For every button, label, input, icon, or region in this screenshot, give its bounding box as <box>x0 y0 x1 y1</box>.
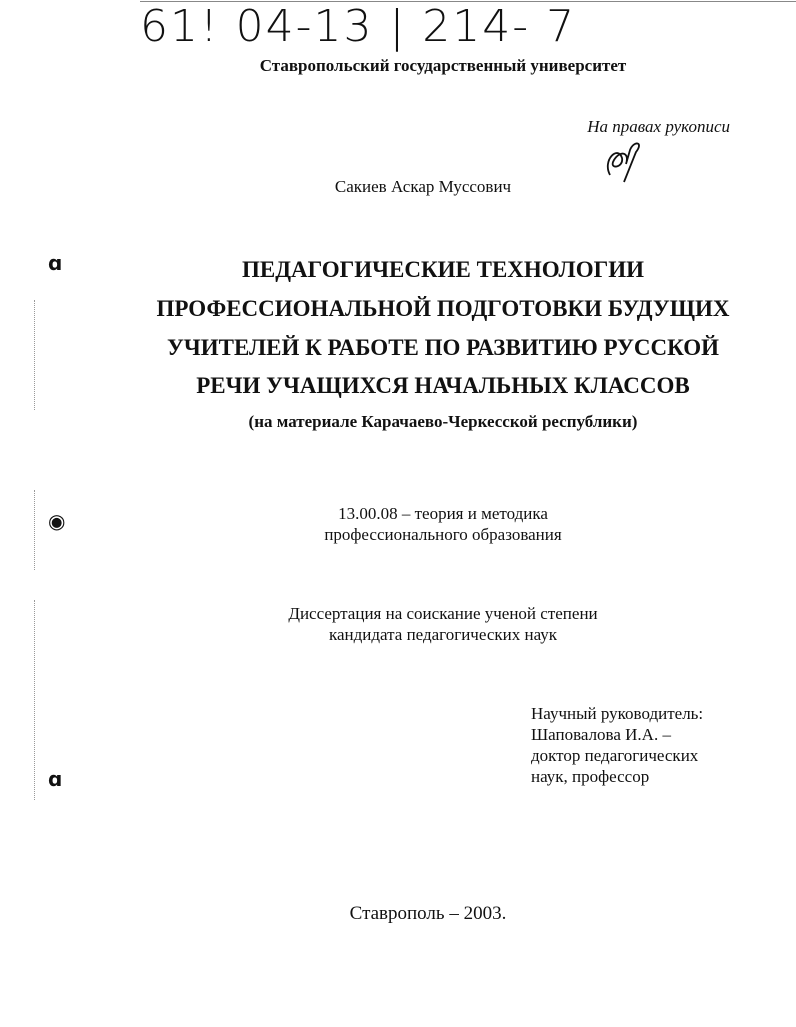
advisor-line: Шаповалова И.А. – <box>531 725 671 744</box>
specialty <box>90 503 796 545</box>
degree-line: Диссертация на соискание ученой степени <box>288 604 598 623</box>
city-year: Ставрополь – 2003. <box>349 903 507 924</box>
rights-note: На правах рукописи <box>587 117 730 136</box>
dissertation-degree <box>90 603 796 645</box>
binding-hole-mark: ɑ <box>48 251 63 275</box>
title-line: УЧИТЕЛЕЙ К РАБОТЕ ПО РАЗВИТИЮ РУССКОЙ <box>166 335 720 360</box>
degree-line: кандидата педагогических наук <box>328 625 558 644</box>
title-line: РЕЧИ УЧАЩИХСЯ НАЧАЛЬНЫХ КЛАССОВ <box>196 373 690 398</box>
author-name: Сакиев Аскар Муссович <box>334 177 512 196</box>
specialty-line: 13.00.08 – теория и методика <box>338 504 548 523</box>
scan-dots <box>34 600 36 800</box>
advisor-line: наук, профессор <box>531 767 650 786</box>
university-name: Ставропольский государственный университет <box>259 56 627 75</box>
subtitle: (на материале Карачаево-Черкесской республики) <box>248 412 638 431</box>
title-line: ПЕДАГОГИЧЕСКИЕ ТЕХНОЛОГИИ <box>242 257 644 282</box>
handwritten-catalog-code: 61! 04-13 | 214- 7 <box>140 1 577 52</box>
advisor-line: Научный руководитель: <box>531 704 704 723</box>
specialty-line: профессионального образования <box>324 525 562 544</box>
title-line: ПРОФЕССИОНАЛЬНОЙ ПОДГОТОВКИ БУДУЩИХ <box>156 296 730 321</box>
advisor-line: доктор педагогических <box>531 746 699 765</box>
advisor-block <box>531 703 703 787</box>
binding-hole-mark: ◉ <box>48 509 66 533</box>
scan-dots <box>34 300 36 410</box>
binding-hole-mark: ɑ <box>48 767 63 791</box>
scan-dots <box>34 490 36 570</box>
